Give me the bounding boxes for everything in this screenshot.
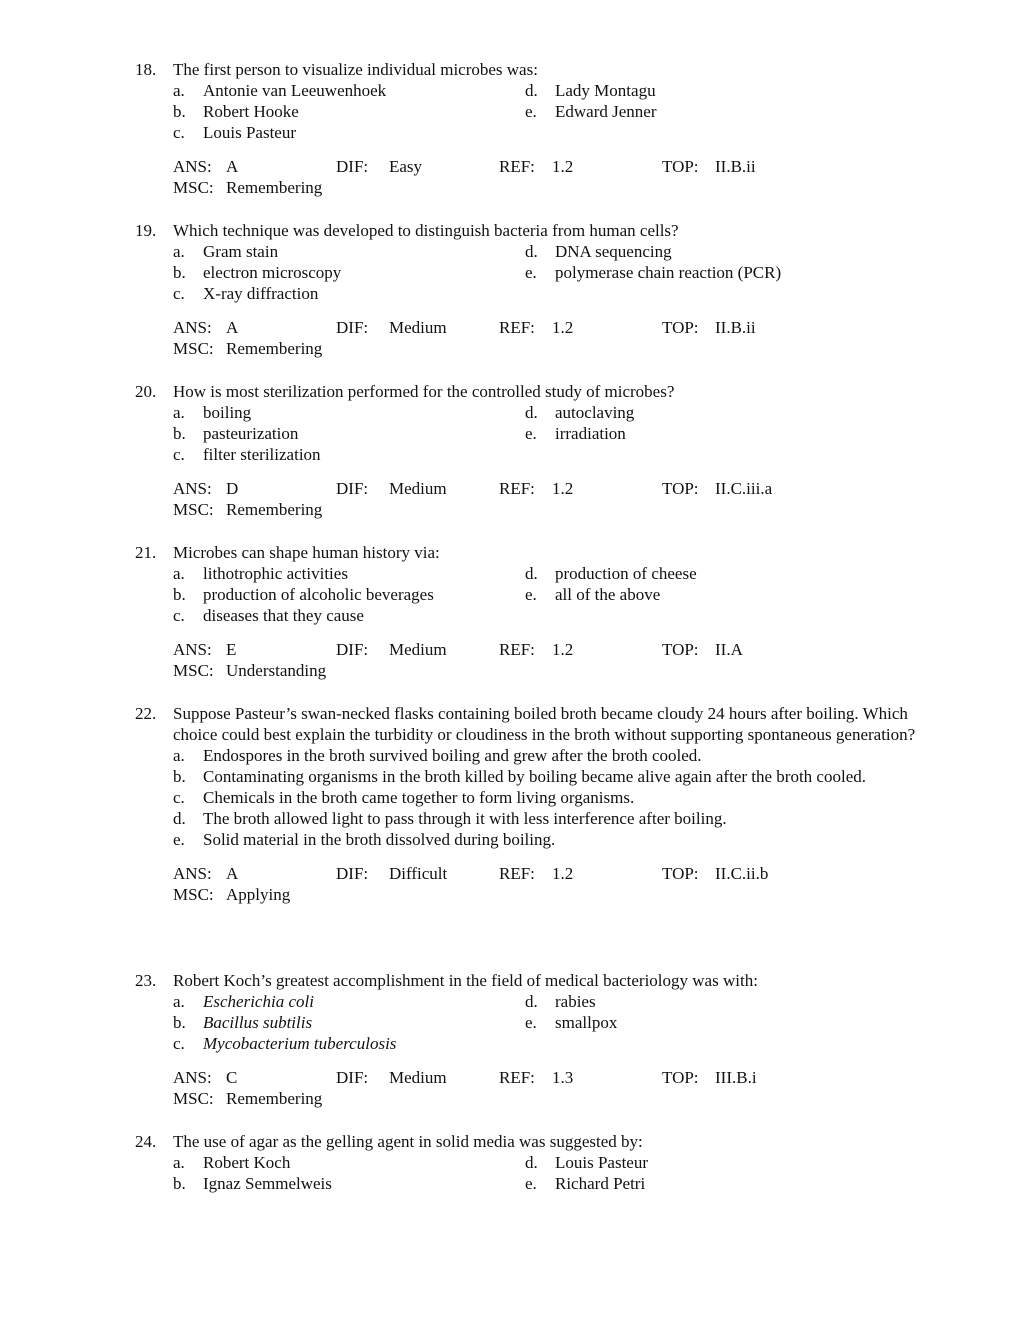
top-value: II.B.ii xyxy=(715,157,756,176)
ref-label: REF: xyxy=(499,318,535,337)
msc-label: MSC: xyxy=(173,500,214,519)
question-stem: The first person to visualize individual microbes was: xyxy=(173,60,538,79)
top-label: TOP: xyxy=(662,157,699,176)
dif-label: DIF: xyxy=(336,318,369,337)
dif-value: Medium xyxy=(389,640,447,659)
ref-value: 1.2 xyxy=(552,864,574,883)
dif-value: Medium xyxy=(389,479,447,498)
ans-label: ANS: xyxy=(173,864,212,883)
ref-label: REF: xyxy=(499,1068,535,1087)
ans-label: ANS: xyxy=(173,157,212,176)
ans-value: D xyxy=(226,479,239,498)
top-label: TOP: xyxy=(662,640,699,659)
msc-value: Remembering xyxy=(226,1089,323,1108)
ans-label: ANS: xyxy=(173,1068,212,1087)
msc-value: Remembering xyxy=(226,500,323,519)
ref-value: 1.2 xyxy=(552,479,574,498)
dif-value: Difficult xyxy=(389,864,448,883)
question-number: 18. xyxy=(135,60,157,79)
top-value: II.C.iii.a xyxy=(715,479,773,498)
options-grid: a. lithotrophic activities b. production of alcoholic beverages c. diseases that they cause d. production of cheese e. all of the above xyxy=(173,564,697,625)
answer-metadata xyxy=(0,1067,1020,1109)
dif-value: Medium xyxy=(389,1068,447,1087)
question-21 xyxy=(0,542,1020,681)
question-18 xyxy=(0,59,1020,198)
ref-value: 1.2 xyxy=(552,157,574,176)
top-label: TOP: xyxy=(662,864,699,883)
dif-label: DIF: xyxy=(336,864,369,883)
ans-value: C xyxy=(226,1068,238,1087)
msc-label: MSC: xyxy=(173,1089,214,1108)
dif-label: DIF: xyxy=(336,157,369,176)
question-number: 21. xyxy=(135,543,157,562)
ref-value: 1.3 xyxy=(552,1068,574,1087)
question-23 xyxy=(0,970,1020,1109)
answer-metadata xyxy=(0,639,1020,681)
msc-label: MSC: xyxy=(173,885,214,904)
question-stem: Which technique was developed to distinguish bacteria from human cells? xyxy=(173,221,679,240)
ref-label: REF: xyxy=(499,864,535,883)
question-stem: Robert Koch’s greatest accomplishment in the field of medical bacteriology was with: xyxy=(173,971,758,990)
question-20 xyxy=(0,381,1020,520)
answer-metadata xyxy=(0,863,1020,905)
ans-label: ANS: xyxy=(173,640,212,659)
msc-label: MSC: xyxy=(173,178,214,197)
msc-value: Applying xyxy=(226,885,291,904)
ans-value: A xyxy=(226,157,239,176)
options-grid: a. Antonie van Leeuwenhoek b. Robert Hooke c. Louis Pasteur d. Lady Montagu e. Edward Jenner xyxy=(173,81,657,142)
dif-label: DIF: xyxy=(336,1068,369,1087)
ref-label: REF: xyxy=(499,479,535,498)
ans-label: ANS: xyxy=(173,479,212,498)
ref-label: REF: xyxy=(499,640,535,659)
option-d: d. The broth allowed light to pass through it with less interference after boiling. xyxy=(173,809,727,828)
options-grid: a. Escherichia coli b. Bacillus subtilis c. Mycobacterium tuberculosis d. rabies e. smallpox xyxy=(173,992,618,1053)
question-stem: How is most sterilization performed for the controlled study of microbes? xyxy=(173,382,675,401)
msc-value: Remembering xyxy=(226,339,323,358)
top-value: III.B.i xyxy=(715,1068,757,1087)
ans-label: ANS: xyxy=(173,318,212,337)
options-grid: a. Robert Koch b. Ignaz Semmelweis d. Louis Pasteur e. Richard Petri xyxy=(173,1153,649,1193)
ans-value: A xyxy=(226,318,239,337)
top-label: TOP: xyxy=(662,1068,699,1087)
ans-value: E xyxy=(226,640,237,659)
options-grid: a. Gram stain b. electron microscopy c. X-ray diffraction d. DNA sequencing e. polymerase chain reaction (PCR) xyxy=(173,242,782,303)
question-22 xyxy=(0,703,1020,905)
msc-value: Remembering xyxy=(226,178,323,197)
option-c: c. Chemicals in the broth came together to form living organisms. xyxy=(173,788,635,807)
option-a: a. Endospores in the broth survived boiling and grew after the broth cooled. xyxy=(173,746,702,765)
msc-label: MSC: xyxy=(173,339,214,358)
question-stem: Microbes can shape human history via: xyxy=(173,543,440,562)
top-label: TOP: xyxy=(662,479,699,498)
question-number: 24. xyxy=(135,1132,157,1151)
ref-label: REF: xyxy=(499,157,535,176)
answer-metadata xyxy=(0,317,1020,359)
top-label: TOP: xyxy=(662,318,699,337)
dif-label: DIF: xyxy=(336,479,369,498)
options-grid: a. boiling b. pasteurization c. filter sterilization d. autoclaving e. irradiation xyxy=(173,403,635,464)
dif-value: Medium xyxy=(389,318,447,337)
msc-value: Understanding xyxy=(226,661,327,680)
question-number: 23. xyxy=(135,971,157,990)
options-list xyxy=(0,745,1020,850)
option-b: b. Contaminating organisms in the broth killed by boiling became alive again after the broth cooled. xyxy=(173,767,866,786)
dif-label: DIF: xyxy=(336,640,369,659)
ref-value: 1.2 xyxy=(552,640,574,659)
question-24 xyxy=(0,1131,1020,1194)
question-stem: The use of agar as the gelling agent in solid media was suggested by: xyxy=(173,1132,643,1151)
top-value: II.C.ii.b xyxy=(715,864,769,883)
answer-metadata xyxy=(0,156,1020,198)
top-value: II.A xyxy=(715,640,743,659)
msc-label: MSC: xyxy=(173,661,214,680)
question-stem: Suppose Pasteur’s swan-necked flasks containing boiled broth became cloudy 24 hours after boiling. Which choice could best explain the turbidity or cloudiness in the broth without supporting spontaneous generation? xyxy=(173,704,916,744)
question-number: 20. xyxy=(135,382,157,401)
ref-value: 1.2 xyxy=(552,318,574,337)
top-value: II.B.ii xyxy=(715,318,756,337)
option-e: e. Solid material in the broth dissolved during boiling. xyxy=(173,830,556,849)
ans-value: A xyxy=(226,864,239,883)
question-number: 19. xyxy=(135,221,157,240)
question-number: 22. xyxy=(135,704,157,723)
dif-value: Easy xyxy=(389,157,423,176)
answer-metadata xyxy=(0,478,1020,520)
question-19 xyxy=(0,220,1020,359)
